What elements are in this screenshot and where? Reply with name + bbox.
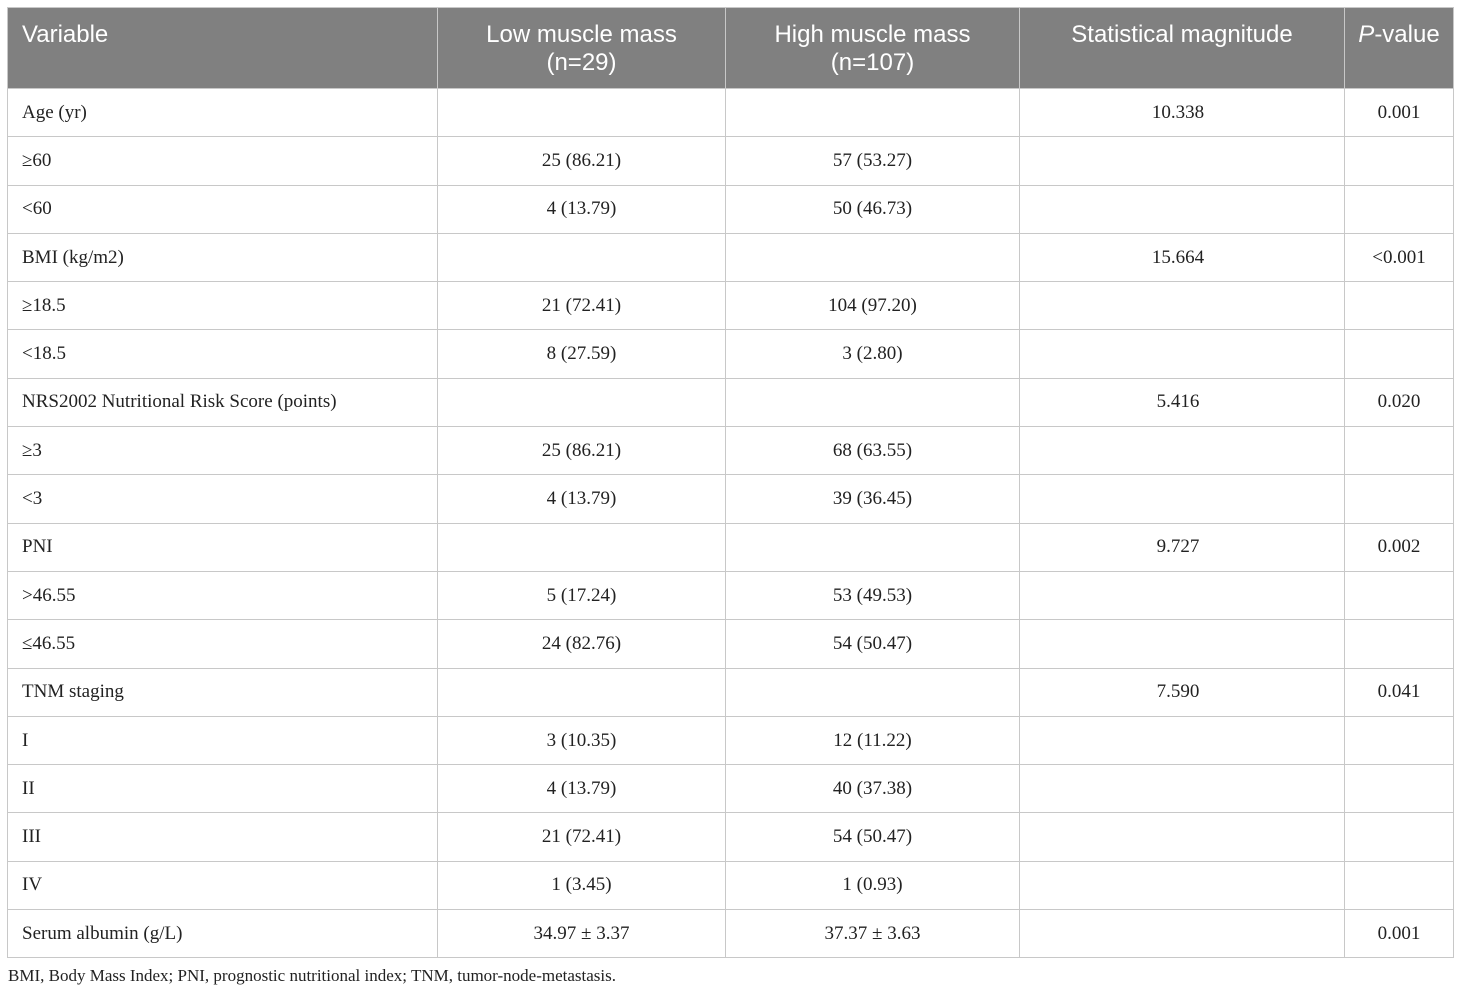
low-muscle-mass-cell: 8 (27.59) — [438, 330, 726, 378]
high-muscle-mass-cell: 57 (53.27) — [726, 137, 1020, 185]
low-muscle-mass-cell: 21 (72.41) — [438, 813, 726, 861]
statistical-magnitude-cell — [1020, 427, 1345, 475]
statistical-magnitude-cell — [1020, 330, 1345, 378]
header-statistical-magnitude — [1020, 8, 1345, 89]
high-muscle-mass-cell — [726, 523, 1020, 571]
low-muscle-mass-cell: 24 (82.76) — [438, 620, 726, 668]
variable-cell: NRS2002 Nutritional Risk Score (points) — [8, 378, 438, 426]
table-row — [8, 330, 1454, 378]
header-low-muscle-mass — [438, 8, 726, 89]
variable-cell: BMI (kg/m2) — [8, 233, 438, 281]
statistical-magnitude-cell — [1020, 620, 1345, 668]
p-value-cell — [1345, 861, 1454, 909]
p-value-cell — [1345, 813, 1454, 861]
table-row — [8, 716, 1454, 764]
statistical-magnitude-cell — [1020, 716, 1345, 764]
p-value-cell — [1345, 765, 1454, 813]
variable-cell: <60 — [8, 185, 438, 233]
low-muscle-mass-cell — [438, 523, 726, 571]
variable-cell: ≥18.5 — [8, 282, 438, 330]
high-muscle-mass-cell: 40 (37.38) — [726, 765, 1020, 813]
header-variable — [8, 8, 438, 89]
table-row — [8, 89, 1454, 137]
low-muscle-mass-cell: 25 (86.21) — [438, 137, 726, 185]
low-muscle-mass-cell: 21 (72.41) — [438, 282, 726, 330]
low-muscle-mass-cell: 25 (86.21) — [438, 427, 726, 475]
header-statistical-magnitude-label: Statistical magnitude — [1071, 21, 1293, 48]
high-muscle-mass-cell — [726, 668, 1020, 716]
statistical-magnitude-cell: 10.338 — [1020, 89, 1345, 137]
header-p-value-rest: -value — [1374, 21, 1440, 48]
table-row — [8, 813, 1454, 861]
low-muscle-mass-cell: 34.97 ± 3.37 — [438, 910, 726, 958]
table-row — [8, 523, 1454, 571]
low-muscle-mass-cell: 1 (3.45) — [438, 861, 726, 909]
table-row — [8, 668, 1454, 716]
statistical-magnitude-cell — [1020, 185, 1345, 233]
high-muscle-mass-cell: 3 (2.80) — [726, 330, 1020, 378]
table-row — [8, 765, 1454, 813]
data-table — [7, 7, 1454, 958]
p-value-cell — [1345, 185, 1454, 233]
p-value-cell: 0.001 — [1345, 89, 1454, 137]
table-row — [8, 233, 1454, 281]
table-row — [8, 620, 1454, 668]
variable-cell: TNM staging — [8, 668, 438, 716]
header-low-muscle-mass-label: Low muscle mass — [486, 21, 677, 48]
p-value-cell: <0.001 — [1345, 233, 1454, 281]
statistical-magnitude-cell — [1020, 765, 1345, 813]
variable-cell: II — [8, 765, 438, 813]
table-row — [8, 910, 1454, 958]
table-row — [8, 861, 1454, 909]
p-value-cell — [1345, 716, 1454, 764]
high-muscle-mass-cell: 53 (49.53) — [726, 571, 1020, 619]
low-muscle-mass-cell: 4 (13.79) — [438, 185, 726, 233]
variable-cell: Serum albumin (g/L) — [8, 910, 438, 958]
table-row — [8, 571, 1454, 619]
variable-cell: III — [8, 813, 438, 861]
p-value-cell: 0.041 — [1345, 668, 1454, 716]
low-muscle-mass-cell: 5 (17.24) — [438, 571, 726, 619]
low-muscle-mass-cell — [438, 378, 726, 426]
variable-cell: I — [8, 716, 438, 764]
header-p-value — [1345, 8, 1454, 89]
header-high-muscle-mass-label: High muscle mass — [774, 21, 971, 48]
variable-cell: ≥3 — [8, 427, 438, 475]
high-muscle-mass-cell — [726, 378, 1020, 426]
table-body — [8, 89, 1454, 958]
header-low-muscle-mass-n: (n=29) — [546, 49, 617, 76]
header-variable-label: Variable — [22, 21, 109, 48]
statistical-magnitude-cell — [1020, 282, 1345, 330]
p-value-cell — [1345, 330, 1454, 378]
variable-cell: ≥60 — [8, 137, 438, 185]
variable-cell: Age (yr) — [8, 89, 438, 137]
variable-cell: PNI — [8, 523, 438, 571]
header-row — [8, 8, 1454, 89]
high-muscle-mass-cell — [726, 233, 1020, 281]
variable-cell: <3 — [8, 475, 438, 523]
high-muscle-mass-cell: 1 (0.93) — [726, 861, 1020, 909]
high-muscle-mass-cell: 104 (97.20) — [726, 282, 1020, 330]
high-muscle-mass-cell: 68 (63.55) — [726, 427, 1020, 475]
p-value-cell — [1345, 571, 1454, 619]
statistical-magnitude-cell — [1020, 861, 1345, 909]
statistical-magnitude-cell: 15.664 — [1020, 233, 1345, 281]
header-high-muscle-mass — [726, 8, 1020, 89]
low-muscle-mass-cell — [438, 668, 726, 716]
table-row — [8, 475, 1454, 523]
statistical-magnitude-cell: 9.727 — [1020, 523, 1345, 571]
header-high-muscle-mass-n: (n=107) — [830, 49, 915, 76]
statistical-magnitude-cell: 7.590 — [1020, 668, 1345, 716]
statistical-magnitude-cell — [1020, 475, 1345, 523]
table-row — [8, 427, 1454, 475]
table-header — [8, 8, 1454, 89]
low-muscle-mass-cell: 3 (10.35) — [438, 716, 726, 764]
high-muscle-mass-cell: 54 (50.47) — [726, 620, 1020, 668]
low-muscle-mass-cell — [438, 233, 726, 281]
high-muscle-mass-cell: 37.37 ± 3.63 — [726, 910, 1020, 958]
p-value-cell — [1345, 620, 1454, 668]
high-muscle-mass-cell: 39 (36.45) — [726, 475, 1020, 523]
variable-cell: <18.5 — [8, 330, 438, 378]
variable-cell: ≤46.55 — [8, 620, 438, 668]
statistical-magnitude-cell — [1020, 571, 1345, 619]
high-muscle-mass-cell: 50 (46.73) — [726, 185, 1020, 233]
low-muscle-mass-cell: 4 (13.79) — [438, 765, 726, 813]
p-value-cell — [1345, 137, 1454, 185]
high-muscle-mass-cell: 12 (11.22) — [726, 716, 1020, 764]
variable-cell: >46.55 — [8, 571, 438, 619]
high-muscle-mass-cell — [726, 89, 1020, 137]
p-value-cell: 0.020 — [1345, 378, 1454, 426]
p-value-cell — [1345, 475, 1454, 523]
statistical-magnitude-cell — [1020, 137, 1345, 185]
table-row — [8, 378, 1454, 426]
table-row — [8, 137, 1454, 185]
low-muscle-mass-cell: 4 (13.79) — [438, 475, 726, 523]
statistical-magnitude-cell — [1020, 813, 1345, 861]
variable-cell: IV — [8, 861, 438, 909]
p-value-cell: 0.001 — [1345, 910, 1454, 958]
high-muscle-mass-cell: 54 (50.47) — [726, 813, 1020, 861]
table-row — [8, 282, 1454, 330]
table-row — [8, 185, 1454, 233]
low-muscle-mass-cell — [438, 89, 726, 137]
p-value-cell — [1345, 282, 1454, 330]
p-value-cell: 0.002 — [1345, 523, 1454, 571]
header-p-value-italic: P — [1358, 21, 1375, 48]
statistical-magnitude-cell: 5.416 — [1020, 378, 1345, 426]
table-footnote: BMI, Body Mass Index; PNI, prognostic nutritional index; TNM, tumor-node-metastasis. — [8, 966, 616, 985]
statistical-magnitude-cell — [1020, 910, 1345, 958]
p-value-cell — [1345, 427, 1454, 475]
